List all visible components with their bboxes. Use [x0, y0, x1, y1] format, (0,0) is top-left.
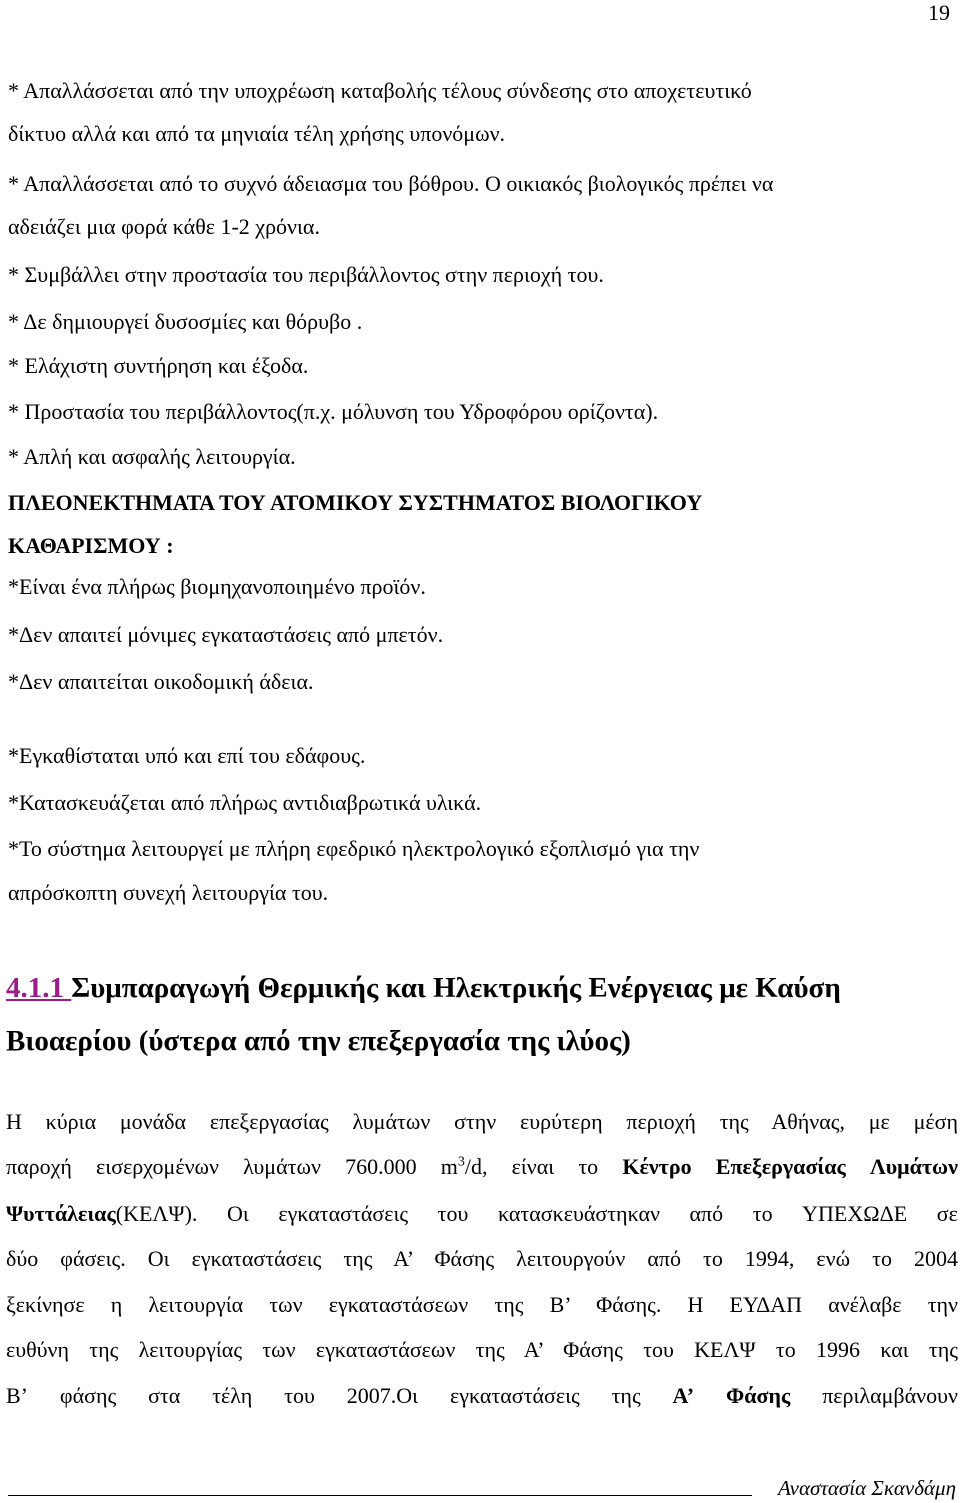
list-item: * Δε δημιουργεί δυσοσμίες και θόρυβο .	[8, 309, 363, 334]
text-run: τέλη	[212, 1383, 253, 1408]
text-run: κατασκευάστηκαν	[497, 1201, 660, 1226]
list-item: * Απαλλάσσεται από την υποχρέωση καταβολής τέλους σύνδεσης στο αποχετευτικό	[8, 78, 752, 103]
text-run: φάσης	[59, 1383, 117, 1408]
text-run: του	[284, 1383, 315, 1408]
footer-author: Αναστασία Σκανδάμη	[777, 1476, 956, 1500]
list-item: *Εγκαθίσταται υπό και επί του εδάφους.	[8, 743, 366, 768]
section-number[interactable]: 4.1.1	[6, 972, 72, 1004]
text-run: περιλαμβάνουν	[822, 1383, 958, 1408]
bold-term: Λυμάτων	[869, 1154, 958, 1179]
list-item: αδειάζει μια φορά κάθε 1-2 χρόνια.	[8, 214, 320, 239]
bold-term: Φάσης	[726, 1383, 791, 1408]
advantages-heading-cont: ΚΑΘΑΡΙΣΜΟΥ :	[8, 533, 174, 558]
list-item: * Προστασία του περιβάλλοντος(π.χ. μόλυνση του Υδροφόρου ορίζοντα).	[8, 399, 659, 424]
text-run: της	[611, 1383, 641, 1408]
text-run: στα	[148, 1383, 181, 1408]
list-item: δίκτυο αλλά και από τα μηνιαία τέλη χρήσης υπονόμων.	[8, 121, 506, 146]
list-item: απρόσκοπτη συνεχή λειτουργία του.	[8, 880, 329, 905]
text-run: 760.000	[345, 1154, 417, 1179]
list-item: * Συμβάλλει στην προστασία του περιβάλλοντος στην περιοχή του.	[8, 262, 604, 287]
text-run: $m^3/d$,	[440, 1154, 488, 1179]
paragraph-line	[6, 1203, 958, 1225]
bold-term: Α’	[672, 1383, 695, 1408]
text-run: το	[752, 1201, 773, 1226]
paragraph-line: ευθύνη της λειτουργίας των εγκαταστάσεων της Α’ Φάσης του ΚΕΛΨ το 1996 και της	[6, 1337, 958, 1362]
text-run: εισερχομένων	[96, 1154, 219, 1179]
text-run: παροχή	[6, 1154, 72, 1179]
text-run: 2007.Οι	[346, 1383, 419, 1408]
section-title: Συμπαραγωγή Θερμικής και Ηλεκτρικής Ενέργειας με Καύση	[71, 972, 841, 1004]
paragraph-line	[6, 1156, 958, 1178]
text-run: Οι	[226, 1201, 249, 1226]
text-run: εγκαταστάσεις	[450, 1383, 580, 1408]
text-run: Β’	[6, 1383, 28, 1408]
section-heading	[6, 974, 841, 1003]
bold-term: Επεξεργασίας	[715, 1154, 846, 1179]
list-item: * Απλή και ασφαλής λειτουργία.	[8, 444, 296, 469]
list-item: * Ελάχιστη συντήρηση και έξοδα.	[8, 353, 309, 378]
list-item: * Απαλλάσσεται από το συχνό άδειασμα του βόθρου. Ο οικιακός βιολογικός πρέπει να	[8, 171, 774, 196]
list-item: *Είναι ένα πλήρως βιομηχανοποιημένο προϊόν.	[8, 574, 426, 599]
paragraph-line: ξεκίνησε η λειτουργία των εγκαταστάσεων της Β’ Φάσης. Η ΕΥΔΑΠ ανέλαβε την	[6, 1292, 958, 1317]
footer-rule	[8, 1495, 752, 1496]
list-item: *Δεν απαιτείται οικοδομική άδεια.	[8, 669, 314, 694]
text-run: του	[437, 1201, 469, 1226]
paragraph-line: δύο φάσεις. Οι εγκαταστάσεις της Α’ Φάσης λειτουργούν από το 1994, ενώ το 2004	[6, 1246, 958, 1271]
bold-term: Κέντρο	[622, 1154, 692, 1179]
list-item: *Το σύστημα λειτουργεί με πλήρη εφεδρικό ηλεκτρολογικό εξοπλισμό για την	[8, 836, 700, 861]
paragraph-line	[6, 1385, 958, 1407]
text-run: από	[689, 1201, 724, 1226]
advantages-heading: ΠΛΕΟΝΕΚΤΗΜΑΤΑ ΤΟΥ ΑΤΟΜΙΚΟΥ ΣΥΣΤΗΜΑΤΟΣ ΒΙΟΛΟΓΙΚΟΥ	[8, 490, 703, 515]
text-run: Ψυττάλειας(ΚΕΛΨ).	[6, 1201, 198, 1226]
section-title-cont: Βιοαερίου (ύστερα από την επεξεργασία της ιλύος)	[6, 1025, 631, 1057]
section-heading-cont	[6, 1027, 631, 1056]
text-run: το	[578, 1154, 599, 1179]
text-run: σε	[936, 1201, 958, 1226]
text-run: λυμάτων	[243, 1154, 321, 1179]
text-run: εγκαταστάσεις	[278, 1201, 409, 1226]
page-number: 19	[928, 0, 950, 25]
list-item: *Κατασκευάζεται από πλήρως αντιδιαβρωτικά υλικά.	[8, 790, 482, 815]
text-run: είναι	[511, 1154, 555, 1179]
text-run: ΥΠΕΧΩΔΕ	[802, 1201, 908, 1226]
paragraph-line: Η κύρια μονάδα επεξεργασίας λυμάτων στην ευρύτερη περιοχή της Αθήνας, με μέση	[6, 1109, 958, 1134]
list-item: *Δεν απαιτεί μόνιμες εγκαταστάσεις από μπετόν.	[8, 622, 444, 647]
superscript: 3	[457, 1154, 465, 1170]
